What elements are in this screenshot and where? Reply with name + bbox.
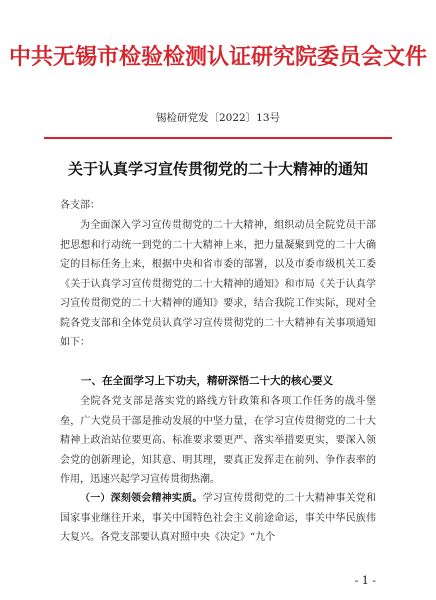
paragraph-subsection-1: [60, 489, 376, 548]
subsection-text: 学习宣传贯彻党的二十大精神事关党和国家事业继往开来，事关中国特色社会主义前途命运，事关中华民族伟大复兴。各党支部要认真对照中央《决定》“九个: [60, 493, 377, 543]
paragraph-intro: 为全面深入学习宣传贯彻党的二十大精神，组织动员全院党员干部把思想和行动统一到党的二十大精神上来，把力量凝聚到党的二十大确定的目标任务上来，根据中央和省市委的部署，以及市委市级机关工委《关于认真学习宣传贯彻党的二十大精神的通知》和市局《关于认真学习宣传贯彻党的二十大精神的通知》要求，结合我院工作实际，现对全院各党支部和全体党员认真学习宣传贯彻党的二十大精神有关事项通知如下：: [60, 220, 376, 348]
document-title: 关于认真学习宣传贯彻党的二十大精神的通知: [67, 160, 368, 178]
document-number: 锡检研党发〔2022〕13号: [155, 112, 281, 124]
org-header-title: 中共无锡市检验检测认证研究院委员会文件: [8, 45, 427, 70]
red-divider-rule: [44, 137, 392, 139]
section-heading-1: 一、在全面学习上下功夫，精研深悟二十大的核心要义: [81, 375, 333, 387]
page-number: - 1 -: [354, 574, 376, 587]
salutation: 各支部：: [60, 200, 100, 211]
subsection-lead: （一）深刻领会精神实质。: [80, 493, 203, 504]
paragraph-section-1: 全院各党支部是落实党的路线方针政策和各项工作任务的战斗堡垒，广大党员干部是推动发展的中坚力量，在学习宣传贯彻党的二十大精神上政治站位要更高、标准要求要更严、落实举措要更实，要深入领会党的创新理论，知其意、明其理，要真正发挥走在前列、争作表率的作用，迅速兴起学习宣传贯彻热潮。: [60, 396, 376, 485]
